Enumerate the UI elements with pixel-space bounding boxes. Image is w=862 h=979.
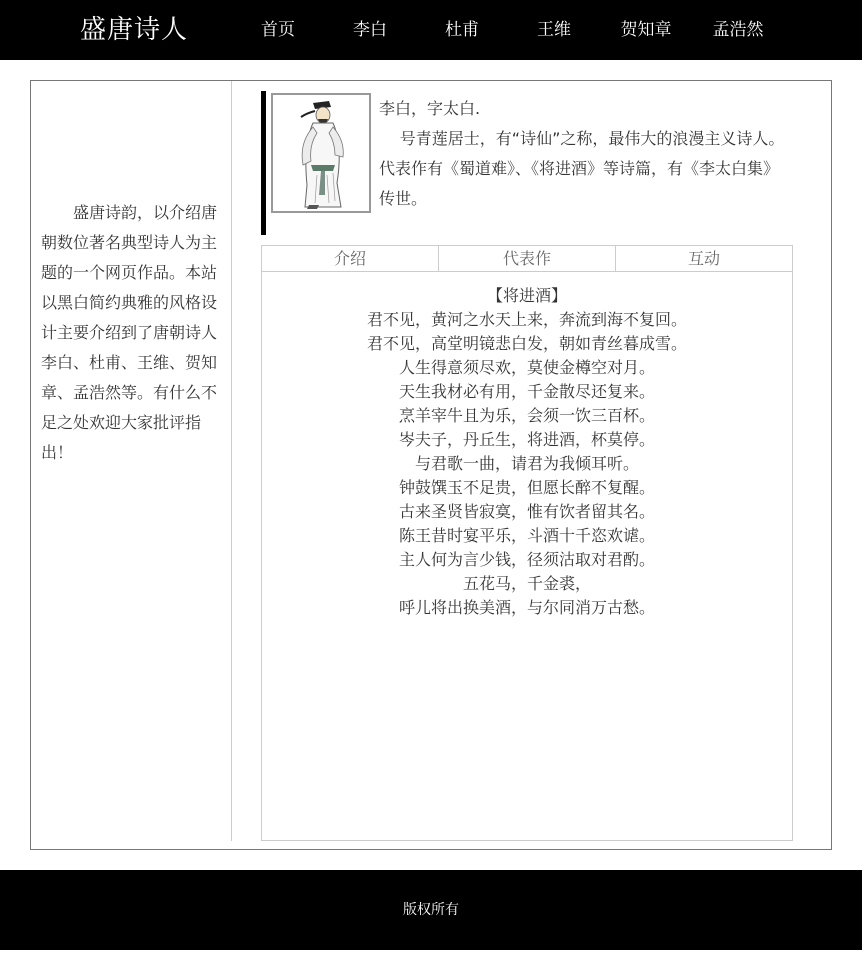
tab-bar [262, 246, 792, 272]
poem-line: 烹羊宰牛且为乐，会须一饮三百杯。 [398, 406, 655, 425]
poem-line: 古来圣贤皆寂寞，惟有饮者留其名。 [398, 502, 655, 521]
poet-portrait-icon-svg [273, 95, 369, 211]
main-content-frame [30, 80, 832, 850]
poet-name-line: 李白，字太白. [379, 99, 481, 118]
poem-line: 君不见，黄河之水天上来，奔流到海不复回。 [366, 310, 687, 329]
poem-content [262, 284, 792, 620]
poet-portrait-icon [271, 93, 371, 213]
poet-description: 号青莲居士，有“诗仙”之称，最伟大的浪漫主义诗人。代表作有《蜀道难》、《将进酒》等诗篇，有《李太白集》传世。 [379, 129, 785, 208]
poem-line: 呼儿将出换美酒，与尔同消万古愁。 [398, 598, 655, 617]
nav-item-meng-haoran[interactable]: 孟浩然 [712, 20, 764, 40]
footer [0, 870, 862, 950]
copyright-text: 版权所有 [403, 902, 459, 918]
poem-line: 五花马，千金裘， [462, 574, 591, 593]
accent-bar [261, 91, 266, 235]
poem-line: 人生得意须尽欢，莫使金樽空对月。 [398, 358, 655, 377]
poem-line: 君不见，高堂明镜悲白发，朝如青丝暮成雪。 [366, 334, 687, 353]
poem-line: 主人何为言少钱，径须沽取对君酌。 [398, 550, 655, 569]
tab-interaction[interactable]: 互动 [687, 249, 720, 268]
nav-item-du-fu[interactable]: 杜甫 [445, 20, 479, 40]
nav-item-wang-wei[interactable]: 王维 [537, 20, 571, 40]
main-nav [232, 0, 784, 60]
tabs-panel [261, 245, 793, 841]
poem-title: 【将进酒】 [486, 286, 567, 305]
poem-line: 与君歌一曲，请君为我倾耳听。 [414, 454, 639, 473]
top-nav-bar [0, 0, 862, 60]
site-title[interactable]: 盛唐诗人 [80, 15, 189, 45]
nav-item-he-zhizhang[interactable]: 贺知章 [620, 20, 672, 40]
tab-representative-works[interactable]: 代表作 [439, 246, 616, 271]
nav-item-home[interactable]: 首页 [261, 20, 295, 40]
poem-line: 岑夫子，丹丘生，将进酒，杯莫停。 [398, 430, 655, 449]
site-intro-text: 盛唐诗韵，以介绍唐朝数位著名典型诗人为主题的一个网页作品。本站以黑白简约典雅的风格设计主要介绍到了唐朝诗人李白、杜甫、王维、贺知章、孟浩然等。有什么不足之处欢迎大家批评指出！ [41, 203, 218, 462]
poem-line: 陈王昔时宴平乐，斗酒十千恣欢谑。 [398, 526, 655, 545]
sidebar [31, 81, 232, 841]
nav-item-li-bai[interactable]: 李白 [353, 20, 387, 40]
tab-intro[interactable]: 介绍 [262, 246, 439, 271]
poem-line: 钟鼓馔玉不足贵，但愿长醉不复醒。 [398, 478, 655, 497]
poet-header [261, 91, 785, 235]
poem-line: 天生我材必有用，千金散尽还复来。 [398, 382, 655, 401]
